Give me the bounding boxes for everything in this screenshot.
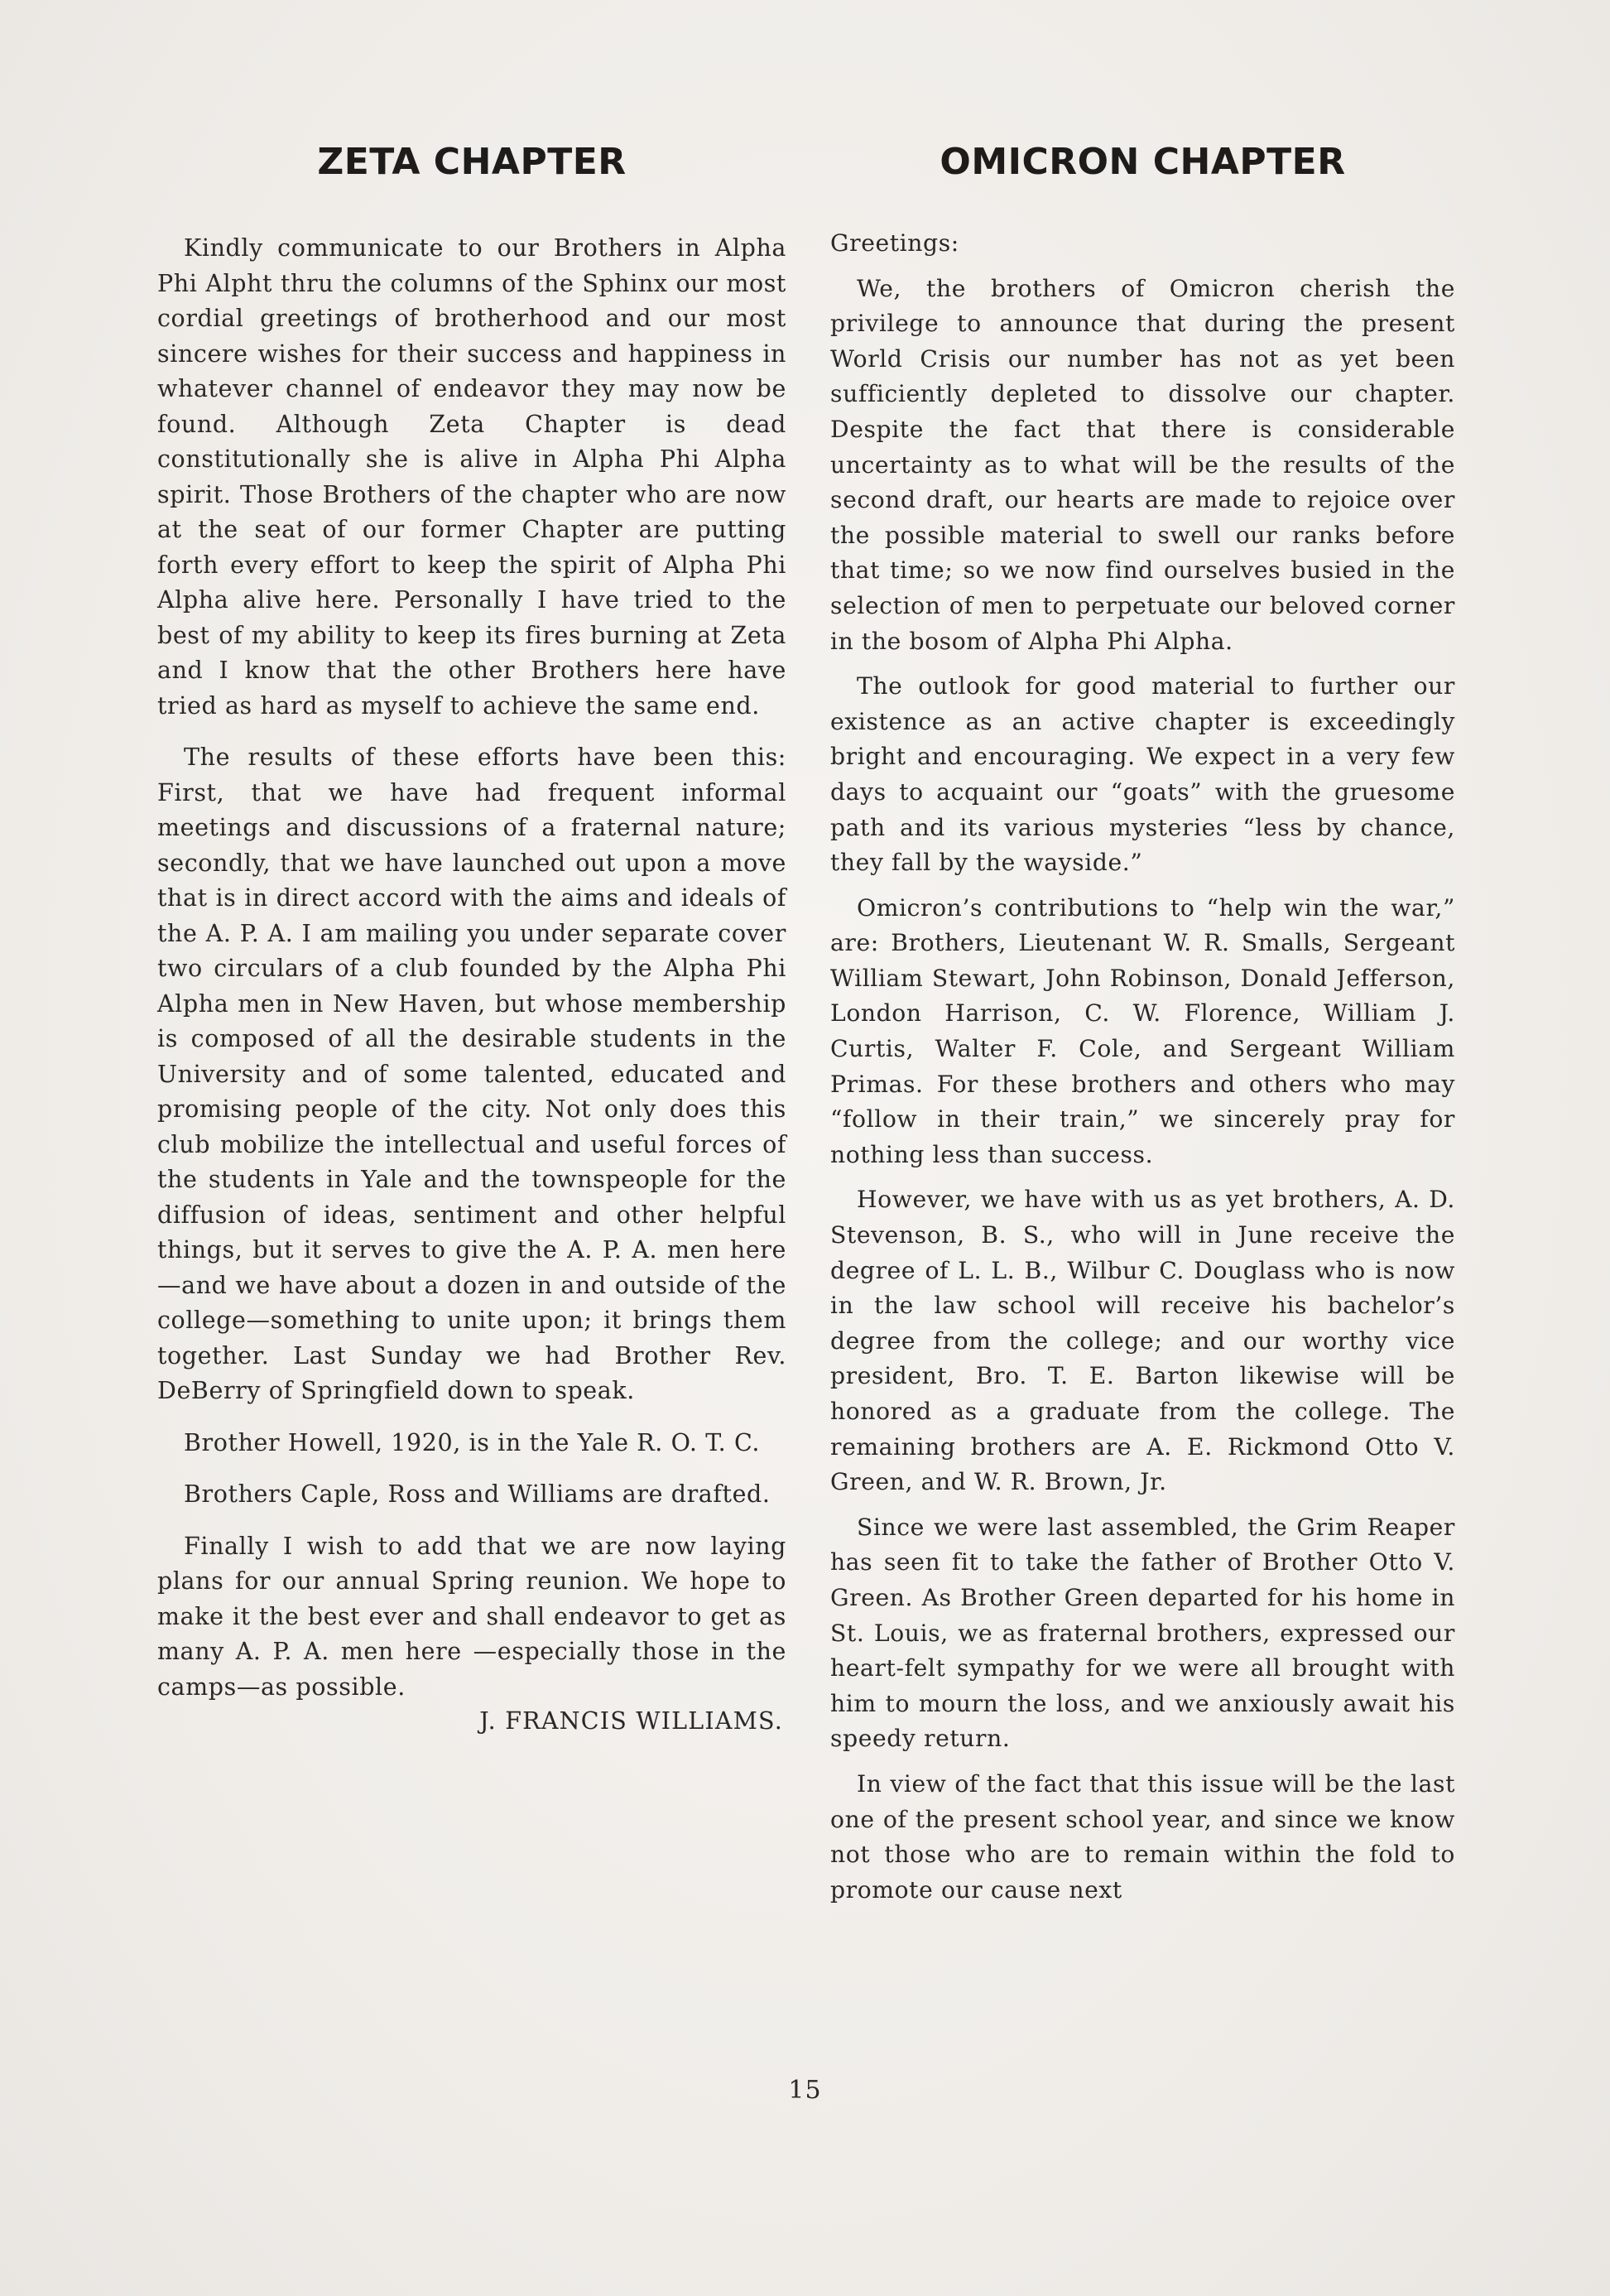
omicron-paragraph-5: Since we were last assembled, the Grim Reaper has seen fit to take the father of Brother Otto V. Green. As Brother Green departed for his home in St. Louis, we as fraternal brothers, expressed our heart-felt sympathy for we were all brought with him to mourn the loss, and we anxiously await his speedy return.: [830, 1513, 1455, 1753]
zeta-paragraph-1: Kindly communicate to our Brothers in Alpha Phi Alpht thru the columns of the Sphinx our most cordial greetings of brotherhood and our most sincere wishes for their success and happiness in whatever channel of endeavor they may now be found. Although Zeta Chapter is dead constitutionally she is alive in Alpha Phi Alpha spirit. Those Brothers of the chapter who are now at the seat of our former Chapter are putting forth every effort to keep the spirit of Alpha Phi Alpha alive here. Personally I have tried to the best of my ability to keep its fires burning at Zeta and I know that the other Brothers here have tried as hard as myself to achieve the same end.: [157, 234, 786, 720]
omicron-chapter-heading: OMICRON CHAPTER: [940, 141, 1346, 183]
omicron-chapter-column: [830, 141, 1455, 1918]
omicron-paragraph-4: However, we have with us as yet brothers, A. D. Stevenson, B. S., who will in June receive the degree of L. L. B., Wilbur C. Douglass who is now in the law school will receive his bachelor’s degree from the college; and our worthy vice president, Bro. T. E. Barton likewise will be honored as a graduate from the college. The remaining brothers are A. E. Rickmond Otto V. Green, and W. R. Brown, Jr.: [830, 1186, 1455, 1496]
omicron-greeting: Greetings:: [830, 229, 959, 257]
zeta-paragraph-5: Finally I wish to add that we are now laying plans for our annual Spring reunion. We hope to make it the best ever and shall endeavor to get as many A. P. A. men here —especially those in the camps—as possible.: [157, 1532, 786, 1701]
omicron-paragraph-2: The outlook for good material to further our existence as an active chapter is exceedingly bright and encouraging. We expect in a very few days to acquaint our “goats” with the gruesome path and its various mysteries “less by chance, they fall by the wayside.”: [830, 672, 1455, 877]
zeta-paragraph-4: Brothers Caple, Ross and Williams are drafted.: [184, 1480, 771, 1508]
zeta-chapter-heading: ZETA CHAPTER: [317, 141, 627, 183]
zeta-paragraph-2: The results of these efforts have been this: First, that we have had frequent informal meetings and discussions of a fraternal nature; secondly, that we have launched out upon a move that is in direct accord with the aims and ideals of the A. P. A. I am mailing you under separate cover two circulars of a club founded by the Alpha Phi Alpha men in New Haven, but whose membership is composed of all the desirable students in the University and of some talented, educated and promising people of the city. Not only does this club mobilize the intellectual and useful forces of the students in Yale and the townspeople for the diffusion of ideas, sentiment and other helpful things, but it serves to give the A. P. A. men here—and we have about a dozen in and outside of the college—something to unite upon; it brings them together. Last Sunday we had Brother Rev. DeBerry of Springfield down to speak.: [157, 744, 786, 1404]
omicron-paragraph-6: In view of the fact that this issue will be the last one of the present school year, and since we know not those who are to remain within the fold to promote our cause next: [830, 1769, 1455, 1904]
zeta-chapter-column: [157, 141, 786, 1738]
zeta-paragraph-3: Brother Howell, 1920, is in the Yale R. O. T. C.: [184, 1428, 761, 1456]
omicron-paragraph-1: We, the brothers of Omicron cherish the privilege to announce that during the present World Crisis our number has not as yet been sufficiently depleted to dissolve our chapter. Despite the fact that there is considerable uncertainty as to what will be the results of the second draft, our hearts are made to rejoice over the possible material to swell our ranks before that time; so we now find ourselves busied in the selection of men to perpetuate our beloved corner in the bosom of Alpha Phi Alpha.: [830, 274, 1455, 655]
zeta-signature: J. FRANCIS WILLIAMS.: [479, 1707, 783, 1735]
omicron-paragraph-3: Omicron’s contributions to “help win the war,” are: Brothers, Lieutenant W. R. Smalls, Sergeant William Stewart, John Robinson, Donald Jefferson, London Harrison, C. W. Florence, William J. Curtis, Walter F. Cole, and Sergeant William Primas. For these brothers and others who may “follow in their train,” we sincerely pray for nothing less than success.: [830, 893, 1455, 1168]
page-number: 15: [788, 2076, 822, 2105]
